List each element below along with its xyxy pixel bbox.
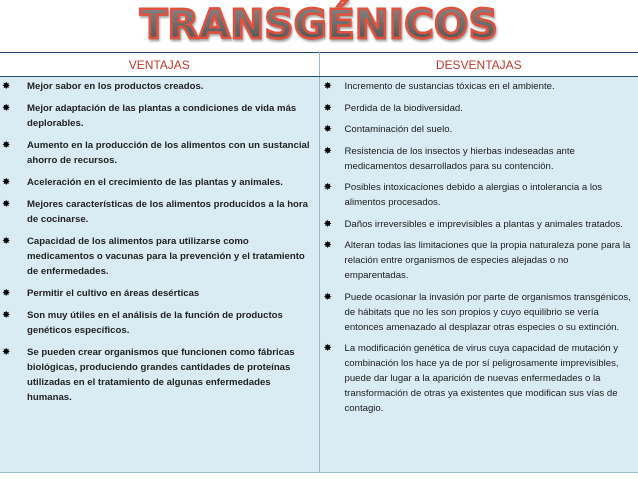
list-item-text: Daños irreversibles e imprevisibles a plantas y animales tratados. [344,218,623,230]
content-row [0,77,638,473]
list-item [320,101,638,116]
bullet-icon: ✸ [323,240,332,251]
list-item [320,290,638,335]
desventajas-cell [319,77,638,473]
desventajas-list [320,79,638,416]
list-item-text: Se pueden crear organismos que funcionen como fábricas biológicas, produciendo grandes cantidades de proteínas utilizadas en el tratamiento de algunas enfermedades humanas. [27,347,295,403]
header-desventajas: DESVENTAJAS [319,53,638,77]
list-item-text: Aumento en la producción de los alimentos con un sustancial ahorro de recursos. [27,140,310,166]
header-ventajas: VENTAJAS [0,53,319,77]
bullet-icon: ✸ [323,218,332,230]
list-item-text: Son muy útiles en el análisis de la función de productos genéticos específicos. [27,310,283,336]
list-item [0,345,319,405]
list-item-text: Aceleración en el crecimiento de las plantas y animales. [27,177,283,188]
list-item-text: Perdida de la biodiversidad. [344,102,463,114]
list-item [0,79,319,94]
list-item-text: Posibles intoxicaciones debido a alergias o intolerancia a los alimentos procesados. [344,182,603,208]
ventajas-list [0,79,319,405]
bullet-icon: ✸ [2,103,11,114]
list-item-text: Mejores características de los alimentos producidos a la hora de cocinarse. [27,199,308,225]
bullet-icon: ✸ [2,347,11,358]
bullet-icon: ✸ [2,310,11,321]
list-item [320,341,638,416]
list-item-text: Mejor adaptación de las plantas a condiciones de vida más deplorables. [27,103,297,129]
list-item [0,234,319,279]
bullet-icon: ✸ [2,288,11,299]
bullet-icon: ✸ [323,145,332,157]
bullet-icon: ✸ [323,343,332,354]
comparison-table [0,52,638,473]
bullet-icon: ✸ [2,140,11,151]
list-item-text: Alteran todas las limitaciones que la propia naturaleza pone para la relación entre organismos de especies alejadas o no emparentadas. [344,240,631,281]
bullet-icon: ✸ [323,81,332,92]
title-banner [0,3,638,51]
list-item-text: Puede ocasionar la invasión por parte de organismos transgénicos, de hábitats que no les son propios y cuyo equilibrio se vería entonces amenazado al desplazar otras especies o su extinción. [344,291,631,333]
bullet-icon: ✸ [2,177,11,188]
list-item [0,138,319,168]
list-item [0,101,319,131]
list-item-text: Resistencia de los insectos y hierbas indeseadas ante medicamentos desarrollados para su contención. [344,145,575,172]
list-item [320,217,638,232]
page-title: TRANSGÉNICOS [139,2,498,48]
list-item-text: Capacidad de los alimentos para utilizarse como medicamentos o vacunas para la prevención y el tratamiento de enfermedades. [27,236,305,277]
list-item [320,180,638,210]
list-item-text: Incremento de sustancias tóxicas en el ambiente. [344,81,555,92]
bullet-icon: ✸ [2,199,11,210]
bullet-icon: ✸ [323,102,332,114]
header-row [0,53,638,77]
list-item [320,79,638,94]
list-item [320,122,638,137]
bullet-icon: ✸ [323,124,332,135]
list-item-text: Mejor sabor en los productos creados. [27,81,204,92]
list-item-text: Contaminación del suelo. [344,124,453,135]
list-item [0,308,319,338]
bullet-icon: ✸ [2,81,11,92]
list-item [0,286,319,301]
list-item [320,238,638,283]
list-item-text: Permitir el cultivo en áreas desérticas [27,288,200,299]
list-item [0,197,319,227]
bullet-icon: ✸ [323,182,332,193]
list-item-text: La modificación genética de virus cuya capacidad de mutación y combinación los hace ya de por sí peligrosamente imprevisibles, puede dar lugar a la aparición de nuevas enfermedades o la transformación de otras ya existentes que modifican sus vías de contagio. [344,343,619,414]
bullet-icon: ✸ [2,236,11,247]
list-item [0,175,319,190]
ventajas-cell [0,77,319,473]
bullet-icon: ✸ [323,291,332,303]
list-item [320,144,638,174]
